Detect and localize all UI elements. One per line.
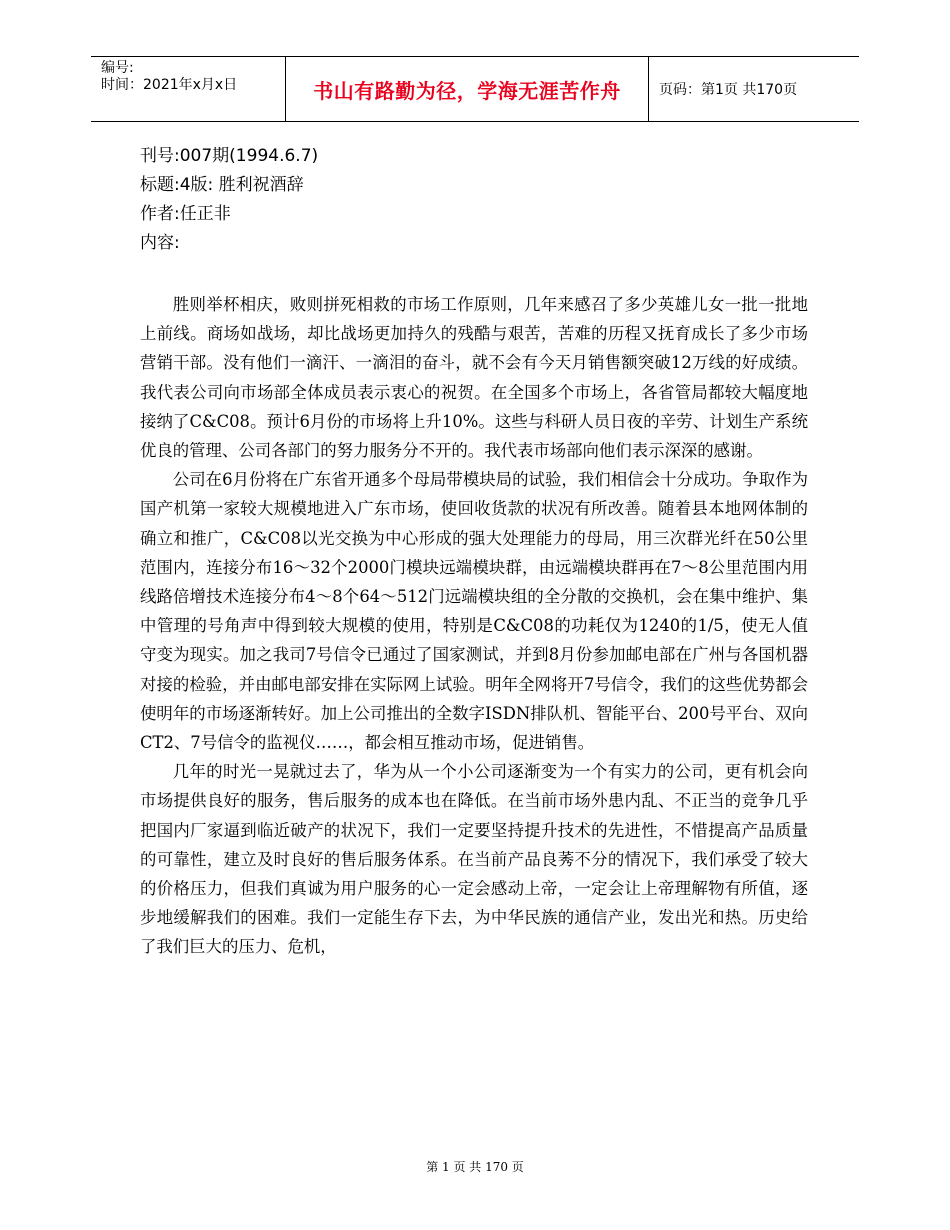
content-label: 内容: [140, 233, 180, 253]
paragraph: 公司在6月份将在广东省开通多个母局带模块局的试验，我们相信会十分成功。争取作为国产机第一家较大规模地进入广东市场，使回收货款的状况有所改善。随着县本地网体制的确立和推广，C&C08以光交换为中心形成的强大处理能力的母局，用三次群光纤在50公里范围内，连接分布16～32个2000门模块远端模块群，由远端模块群再在7～8公里范围内用线路倍增技术连接分布4～8个64～512门远端模块组的全分散的交换机，会在集中维护、集中管理的号角声中得到较大规模的使用，特别是C&C08的功耗仅为1240的1/5，使无人值守变为现实。加之我司7号信令已通过了国家测试，并到8月份参加邮电部在广州与各国机器对接的检验，并由邮电部安排在实际网上试验。明年全网将开7号信令，我们的这些优势都会使明年的市场逐渐转好。加上公司推出的全数字ISDN排队机、智能平台、200号平台、双向CT2、7号信令的监视仪……，都会相互推动市场，促进销售。 [140, 470, 808, 753]
article-title: 标题:4版: 胜利祝酒辞 [140, 175, 304, 195]
code-label: 编号: [101, 60, 134, 76]
header-meta-cell [91, 57, 286, 121]
time-label: 时间：2021年x月x日 [101, 77, 238, 93]
paragraph: 几年的时光一晃就过去了，华为从一个小公司逐渐变为一个有实力的公司，更有机会向市场提供良好的服务，售后服务的成本也在降低。在当前市场外患内乱、不正当的竞争几乎把国内厂家逼到临近破产的状况下，我们一定要坚持提升技术的先进性，不惜提高产品质量的可靠性，建立及时良好的售后服务体系。在当前产品良莠不分的情况下，我们承受了较大的价格压力，但我们真诚为用户服务的心一定会感动上帝，一定会让上帝理解物有所值，逐步地缓解我们的困难。我们一定能生存下去，为中华民族的通信产业，发出光和热。历史给了我们巨大的压力、危机， [140, 762, 808, 957]
article-body [140, 290, 808, 962]
page-footer: 第 1 页 共 170 页 [426, 1160, 524, 1174]
page-header [91, 56, 859, 122]
article-author: 作者:任正非 [140, 204, 231, 224]
article-meta [140, 142, 318, 258]
header-page-info: 页码：第1页 共170页 [659, 82, 798, 98]
article-issue: 刊号:007期(1994.6.7) [140, 146, 319, 166]
header-motto: 书山有路勤为径，学海无涯苦作舟 [286, 57, 649, 121]
paragraph: 胜则举杯相庆，败则拼死相救的市场工作原则，几年来感召了多少英雄儿女一批一批地上前线。商场如战场，却比战场更加持久的残酷与艰苦，苦难的历程又抚育成长了多少市场营销干部。没有他们一滴汗、一滴泪的奋斗，就不会有今天月销售额突破12万线的好成绩。我代表公司向市场部全体成员表示衷心的祝贺。在全国多个市场上，各省管局都较大幅度地接纳了C&C08。预计6月份的市场将上升10%。这些与科研人员日夜的辛劳、计划生产系统优良的管理、公司各部门的努力服务分不开的。我代表市场部向他们表示深深的感谢。 [140, 295, 808, 461]
